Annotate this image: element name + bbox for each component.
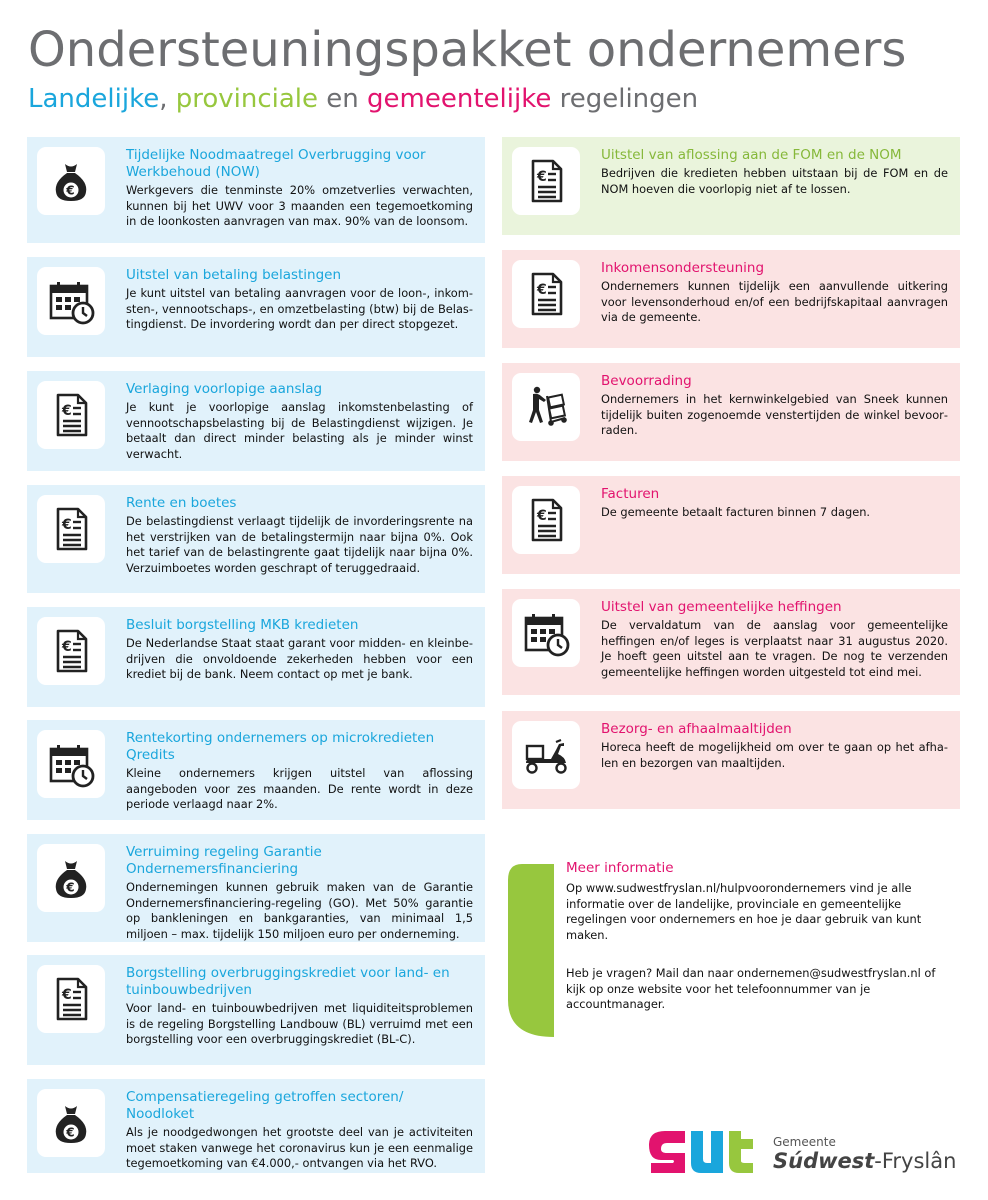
more-info-text: Op www.sudwestfryslan.nl/hulpvoorondernemers vind je alle informatie over de landelijke, provinciale en gemeentelijke regelingen voor ondernemers en hoe je daar gebruik van kunt maken. bbox=[566, 881, 922, 942]
measure-title: Compensatieregeling getroffen sectoren/ Noodloket bbox=[126, 1089, 404, 1122]
subtitle-provinciaal: provinciale bbox=[175, 84, 319, 114]
euro-document-icon bbox=[37, 965, 105, 1033]
measure-description: Ondernemingen kunnen gebruik maken van de Garantie Ondernemersfinanciering-regeling (GO). Met 50% garantie op bankleningen en bankgaranties, van minimaal 1,5 miljoen – max. tijdelijk 150 miljoen euro per onderneming. bbox=[126, 880, 473, 941]
calendar-clock-icon bbox=[37, 730, 105, 798]
more-info-shape bbox=[504, 850, 564, 1037]
delivery-scooter-icon bbox=[512, 721, 580, 789]
measure-title: Besluit borgstelling MKB kredieten bbox=[126, 617, 359, 633]
measure-title: Facturen bbox=[601, 486, 660, 502]
measure-description: Je kunt je voorlopige aanslag inkomstenbelasting of vennootschapsbelasting bij de Belastingdienst wijzigen. Je betaalt dan direct minder belasting als je minder winst verwacht. bbox=[126, 400, 473, 461]
logo-municipality-name bbox=[773, 1149, 956, 1173]
euro-document-icon bbox=[512, 260, 580, 328]
logo-gemeente-label: Gemeente bbox=[773, 1135, 836, 1149]
svg-text:€: € bbox=[62, 403, 72, 419]
page-subtitle bbox=[28, 84, 698, 114]
svg-text:€: € bbox=[62, 639, 72, 655]
municipality-logo bbox=[645, 1125, 965, 1185]
measure-title: Rente en boetes bbox=[126, 495, 237, 511]
measure-card bbox=[27, 607, 485, 707]
svg-text:€: € bbox=[62, 517, 72, 533]
measure-title: Borgstelling overbruggingskrediet voor land- en tuinbouwbedrijven bbox=[126, 965, 450, 998]
svg-text:€: € bbox=[537, 508, 547, 524]
measure-card bbox=[27, 371, 485, 471]
logo-name-bold: Súdwest bbox=[773, 1149, 875, 1173]
measure-card bbox=[27, 834, 485, 942]
measure-description: Je kunt uitstel van betaling aanvragen voor de loon-, inkomsten-, vennootschaps-, en omzetbelasting (btw) bij de Belastingdienst. De invordering wordt dan per direct stopgezet. bbox=[126, 286, 473, 332]
svg-text:€: € bbox=[62, 987, 72, 1003]
euro-document-icon bbox=[37, 617, 105, 685]
subtitle-end: regelingen bbox=[551, 84, 699, 114]
measure-card bbox=[502, 711, 960, 809]
measure-title: Uitstel van aflossing aan de FOM en de NOM bbox=[601, 147, 902, 163]
more-info-block bbox=[504, 850, 960, 1037]
svg-text:€: € bbox=[537, 282, 547, 298]
contact-text: Heb je vragen? Mail dan naar ondernemen@sudwestfryslan.nl of kijk op onze website voor het telefoonnummer van je accountmanager. bbox=[566, 966, 936, 1012]
measure-title: Inkomensondersteuning bbox=[601, 260, 765, 276]
measure-title: Bezorg- en afhaalmaaltijden bbox=[601, 721, 792, 737]
measure-description: Als je noodgedwongen het grootste deel van je activiteiten moet staken vanwege het coronavirus kun je een eenmalige tegemoetkoming van €4.000,- ontvangen via het RVO. bbox=[126, 1125, 473, 1171]
svg-text:€: € bbox=[537, 169, 547, 185]
measure-card bbox=[27, 137, 485, 243]
svg-text:€: € bbox=[66, 183, 75, 198]
calendar-clock-icon bbox=[512, 599, 580, 667]
more-info-title: Meer informatie bbox=[566, 860, 674, 876]
measure-card bbox=[27, 1079, 485, 1173]
measure-card bbox=[27, 257, 485, 357]
measure-description: Voor land- en tuinbouwbedrijven met liquiditeitsproblemen is de regeling Borgstelling Landbouw (BL) verruimd met een borgstelling voor een overbruggingskrediet (BL-C). bbox=[126, 1001, 473, 1047]
logo-name-rest: -Fryslân bbox=[874, 1149, 957, 1173]
page-title: Ondersteuningspakket ondernemers bbox=[28, 22, 907, 78]
measure-card bbox=[27, 955, 485, 1065]
subtitle-and: en bbox=[318, 84, 368, 114]
measure-title: Uitstel van betaling belastingen bbox=[126, 267, 342, 283]
money-bag-icon bbox=[37, 1089, 105, 1157]
measure-title: Tijdelijke Noodmaatregel Overbrugging voor Werkbehoud (NOW) bbox=[126, 147, 426, 180]
measure-card bbox=[502, 589, 960, 695]
subtitle-landelijk: Landelijke bbox=[28, 84, 160, 114]
municipality-logo-mark bbox=[645, 1127, 767, 1177]
measure-card bbox=[27, 485, 485, 593]
measure-description: Ondernemers in het kernwinkelgebied van Sneek kunnen tijdelijk buiten zogenoemde venstertijden de winkel bevoorraden. bbox=[601, 392, 948, 438]
calendar-clock-icon bbox=[37, 267, 105, 335]
euro-document-icon bbox=[37, 495, 105, 563]
euro-document-icon bbox=[512, 147, 580, 215]
measure-card bbox=[502, 476, 960, 574]
measure-description: De Nederlandse Staat staat garant voor midden- en kleinbedrijven die onvoldoende zekerheden hebben voor een krediet bij de bank. Neem contact op met je bank. bbox=[126, 636, 473, 682]
subtitle-gemeentelijk: gemeentelijke bbox=[367, 84, 552, 114]
measure-description: Horeca heeft de mogelijkheid om over te gaan op het afhalen en bezorgen van maaltijden. bbox=[601, 740, 948, 770]
measure-title: Verlaging voorlopige aanslag bbox=[126, 381, 323, 397]
money-bag-icon bbox=[37, 844, 105, 912]
measure-description: Werkgevers die tenminste 20% omzetverlies verwachten, kunnen bij het UWV voor 3 maanden een tegemoetkoming in de loonkosten aanvragen van max. 90% van de loonsom. bbox=[126, 183, 473, 229]
measure-description: De belastingdienst verlaagt tijdelijk de invorderingsrente na het verstrijken van de betalingstermijn naar bijna 0%. Ook het tarief van de belastingrente gaat tijdelijk naar bijna 0%. Verzuimboetes worden geschrapt of teruggedraaid. bbox=[126, 514, 473, 575]
measure-card bbox=[27, 720, 485, 820]
measure-title: Uitstel van gemeentelijke heffingen bbox=[601, 599, 842, 615]
measure-title: Bevoorrading bbox=[601, 373, 692, 389]
measure-description: De gemeente betaalt facturen binnen 7 dagen. bbox=[601, 505, 871, 519]
measure-description: Bedrijven die kredieten hebben uitstaan bij de FOM en de NOM hoeven die voorlopig niet af te lossen. bbox=[601, 166, 948, 196]
measure-card bbox=[502, 137, 960, 235]
measure-description: Kleine ondernemers krijgen uitstel van aflossing aangeboden voor zes maanden. De rente wordt in deze periode verlaagd naar 2%. bbox=[126, 766, 473, 812]
hand-truck-delivery-icon bbox=[512, 373, 580, 441]
svg-text:€: € bbox=[66, 1125, 75, 1140]
euro-document-icon bbox=[37, 381, 105, 449]
measure-title: Rentekorting ondernemers op microkredieten Qredits bbox=[126, 730, 435, 763]
measure-description: Ondernemers kunnen tijdelijk een aanvullende uitkering voor levensonderhoud en/of een bedrijfskapitaal aanvragen via de gemeente. bbox=[601, 279, 948, 325]
measure-title: Verruiming regeling Garantie Ondernemersfinanciering bbox=[126, 844, 322, 877]
measure-description: De vervaldatum van de aanslag voor gemeentelijke heffingen en/of leges is verplaatst naar 31 augustus 2020. Je hoeft geen uitstel aan te vragen. De nog te verzenden gemeentelijke heffingen worden uitgesteld tot eind mei. bbox=[601, 618, 948, 679]
measure-card bbox=[502, 250, 960, 348]
money-bag-icon bbox=[37, 147, 105, 215]
svg-text:€: € bbox=[66, 880, 75, 895]
subtitle-separator: , bbox=[159, 84, 176, 114]
measure-card bbox=[502, 363, 960, 461]
euro-document-icon bbox=[512, 486, 580, 554]
